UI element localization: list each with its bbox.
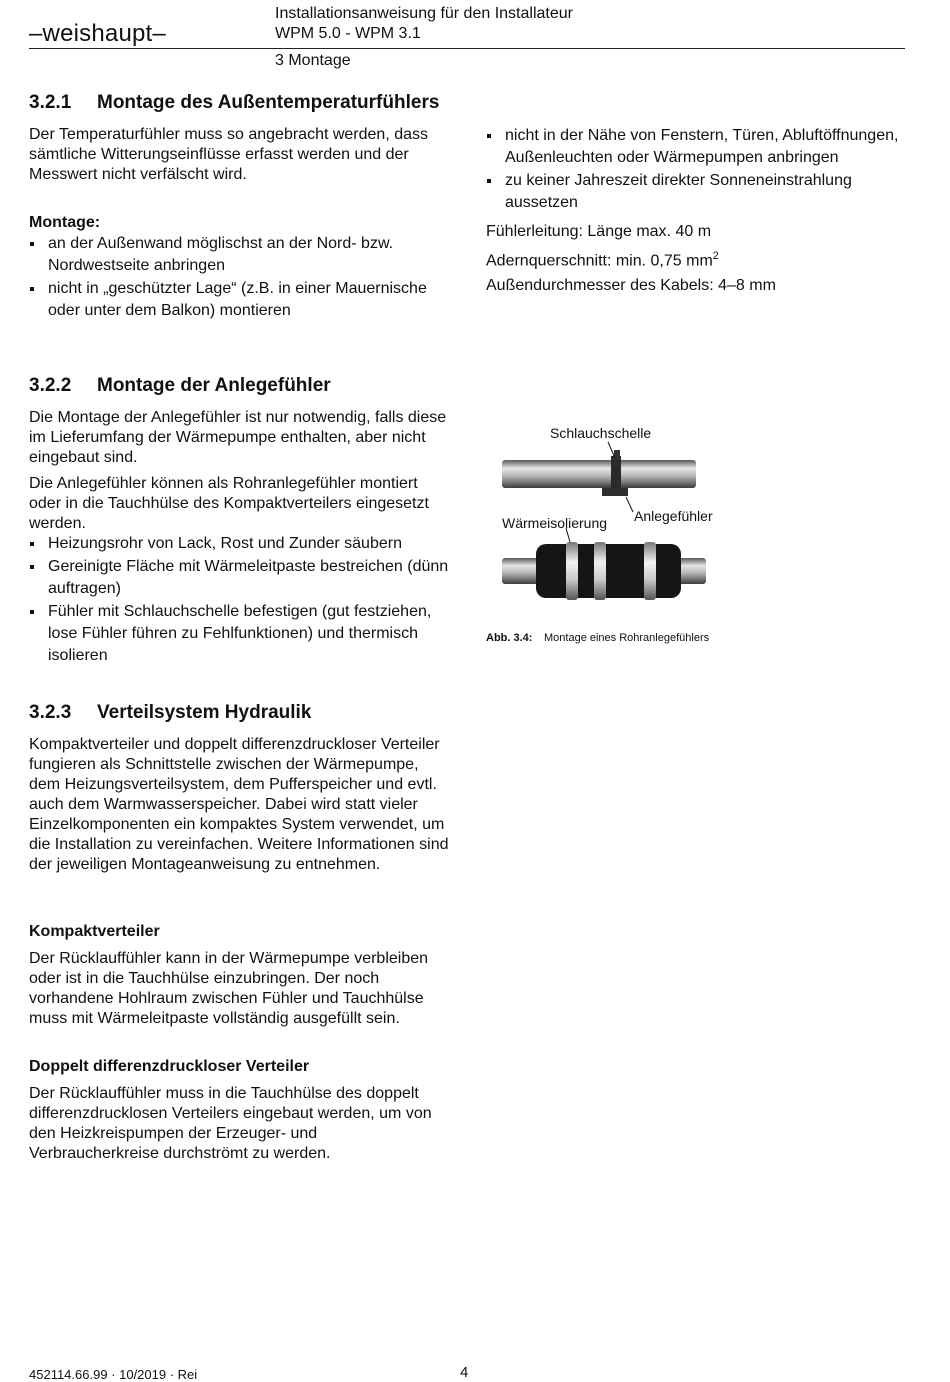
- section-heading-3-2-1: [29, 92, 439, 114]
- s322-para2: Die Anlegefühler können als Rohranlegefühler montiert oder in die Tauchhülse des Kompaktverteilers eingesetzt werden.: [29, 475, 429, 532]
- list-item: Gereinigte Fläche mit Wärmeleitpaste bestreichen (dünn auftragen): [29, 556, 454, 600]
- header-divider: [29, 48, 905, 49]
- page-number: 4: [460, 1364, 469, 1381]
- label-insulation: Wärmeisolierung: [502, 515, 608, 531]
- spec-length: Fühlerleitung: Länge max. 40 m: [486, 223, 712, 240]
- label-hose-clamp: Schlauchschelle: [550, 425, 652, 441]
- list-item: Heizungsrohr von Lack, Rost und Zunder säubern: [29, 533, 454, 555]
- spec-cross-section-text: Adernquerschnitt: min. 0,75 mm: [486, 252, 713, 270]
- document-title-line1: Installationsanweisung für den Installateur: [275, 5, 573, 22]
- section-title: Verteilsystem Hydraulik: [97, 702, 312, 723]
- s322-para1: Die Montage der Anlegefühler ist nur notwendig, falls diese im Lieferumfang der Wärmepumpe enthalten, aber nicht eingebaut sind.: [29, 409, 447, 466]
- montage-heading: Montage:: [29, 214, 101, 231]
- spec-cross-section: [486, 250, 719, 270]
- list-item: nicht in der Nähe von Fenstern, Türen, Abluftöffnungen, Außenleuchten oder Wärmepumpen anbringen: [486, 125, 906, 169]
- figure-caption-text: Montage eines Rohranlegefühlers: [544, 632, 710, 644]
- sensor-steps-list: [29, 533, 454, 668]
- list-item: Fühler mit Schlauchschelle befestigen (gut festziehen, lose Fühler führen zu Fehlfunktionen) und thermisch isolieren: [29, 601, 454, 667]
- section-number: 3.2.3: [29, 702, 72, 723]
- spec-superscript: 2: [712, 250, 719, 262]
- section-title: Montage des Außentemperaturfühlers: [97, 92, 440, 113]
- tape-band-shape: [644, 542, 656, 600]
- hose-clamp-shape: [611, 456, 621, 492]
- label-sensor: Anlegefühler: [634, 508, 713, 524]
- weishaupt-logo: –weishaupt–: [29, 20, 166, 47]
- s321-intro: Der Temperaturfühler muss so angebracht werden, dass sämtliche Witterungseinflüsse erfasst werden und der Messwert nicht verfälscht wird.: [29, 126, 429, 183]
- montage-list-right: [486, 125, 906, 215]
- list-item: zu keiner Jahreszeit direkter Sonneneinstrahlung aussetzen: [486, 170, 906, 214]
- montage-list-left: [29, 233, 454, 323]
- sensor-leader-line: [626, 497, 633, 512]
- document-number: 452114.66.99 · 10/2019 · Rei: [29, 1367, 198, 1382]
- section-title: Montage der Anlegefühler: [97, 375, 331, 396]
- figure-caption-number: Abb. 3.4:: [486, 632, 533, 644]
- spec-diameter: Außendurchmesser des Kabels: 4–8 mm: [486, 277, 776, 294]
- tape-band-shape: [594, 542, 606, 600]
- section-number: 3.2.1: [29, 92, 72, 113]
- kompaktverteiler-text: Der Rücklauffühler kann in der Wärmepumpe verbleiben oder ist in die Tauchhülse einzubringen. Der noch vorhandene Hohlraum zwischen Fühler und Tauchhülse muss mit Wärmeleitpaste vollständig ausgefüllt sein.: [29, 950, 429, 1027]
- list-item: an der Außenwand möglischst an der Nord- bzw. Nordwestseite anbringen: [29, 233, 454, 277]
- section-heading-3-2-3: [29, 702, 311, 724]
- doppelt-verteiler-text: Der Rücklauffühler muss in die Tauchhülse des doppelt differenzdrucklosen Verteilers eingebaut werden, um von den Heizkreispumpen der Erzeuger- und Verbraucherkreise durchströmt zu werden.: [29, 1085, 432, 1162]
- doppelt-verteiler-heading: Doppelt differenzdruckloser Verteiler: [29, 1058, 310, 1075]
- sensor-shape: [602, 488, 628, 496]
- clamp-leader-line: [608, 442, 615, 458]
- document-title-line2: WPM 5.0 - WPM 3.1: [275, 25, 421, 42]
- kompaktverteiler-heading: Kompaktverteiler: [29, 923, 160, 940]
- insulation-shape: [536, 544, 681, 598]
- pipe-shape: [502, 460, 696, 488]
- list-item: nicht in „geschützter Lage“ (z.B. in einer Mauernische oder unter dem Balkon) montieren: [29, 278, 454, 322]
- pipe-end-left-shape: [502, 558, 538, 584]
- s323-para: Kompaktverteiler und doppelt differenzdruckloser Verteiler fungieren als Schnittstelle zwischen der Wärmepumpe, dem Heizungsverteilsystem, dem Pufferspeicher und evtl. auch dem Warmwasserspeicher. Dabei wird statt vieler Einzelkomponenten ein kompaktes System verwendet, um die Installation zu vereinfachen. Weitere Informationen sind der jeweiligen Montageanweisung zu entnehmen.: [29, 736, 449, 873]
- section-heading-3-2-2: [29, 375, 331, 397]
- figure-caption: [486, 632, 709, 644]
- document-title: [275, 4, 573, 44]
- tape-band-shape: [566, 542, 578, 600]
- chapter-label: 3 Montage: [275, 52, 351, 69]
- section-number: 3.2.2: [29, 375, 72, 396]
